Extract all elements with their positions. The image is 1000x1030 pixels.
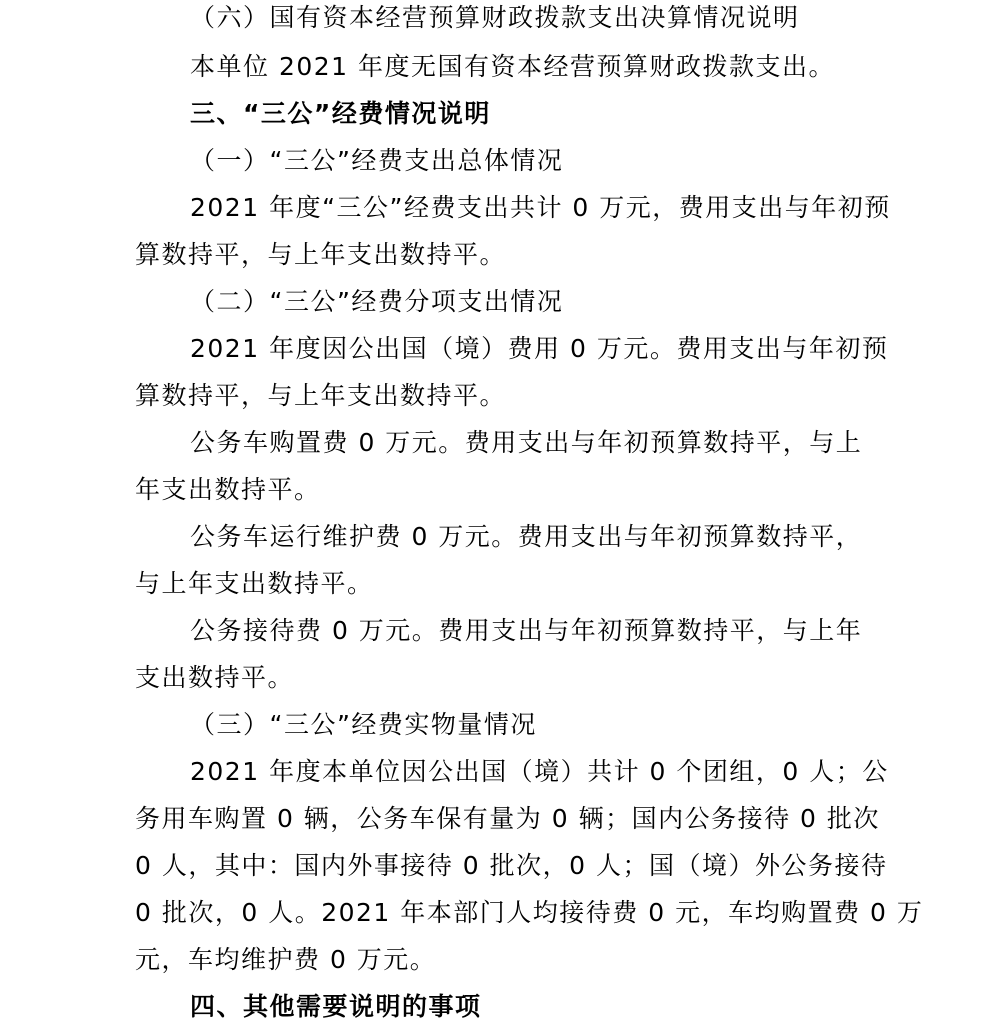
paragraph-line bbox=[0, 560, 1000, 607]
paragraph-line bbox=[0, 325, 1000, 372]
paragraph-text: 支出数持平。 bbox=[135, 663, 295, 692]
paragraph-line bbox=[0, 889, 1000, 936]
section-four-other-matters-title bbox=[0, 983, 1000, 1030]
subheading-itemized bbox=[0, 278, 1000, 325]
paragraph-line bbox=[0, 654, 1000, 701]
subheading-physical-quantity bbox=[0, 701, 1000, 748]
paragraph-text: 公务车运行维护费 0 万元。费用支出与年初预算数持平， bbox=[190, 522, 863, 551]
paragraph-text: 公务车购置费 0 万元。费用支出与年初预算数持平，与上 bbox=[190, 428, 863, 457]
paragraph-state-capital-budget bbox=[0, 43, 1000, 90]
paragraph-line bbox=[0, 231, 1000, 278]
heading-text: （六）国有资本经营预算财政拨款支出决算情况说明 bbox=[190, 3, 800, 32]
paragraph-line bbox=[0, 795, 1000, 842]
subheading-text: （二）“三公”经费分项支出情况 bbox=[190, 287, 564, 316]
paragraph-text: 与上年支出数持平。 bbox=[135, 569, 374, 598]
section-title-text: 四、其他需要说明的事项 bbox=[190, 992, 482, 1021]
paragraph-text: 2021 年度本单位因公出国（境）共计 0 个团组，0 人；公 bbox=[190, 757, 889, 786]
paragraph-text: 元，车均维护费 0 万元。 bbox=[135, 945, 437, 974]
section-three-public-expenses-title bbox=[0, 90, 1000, 137]
paragraph-line bbox=[0, 419, 1000, 466]
section-title-text: 三、“三公”经费情况说明 bbox=[190, 99, 491, 128]
paragraph-text: 2021 年度“三公”经费支出共计 0 万元，费用支出与年初预 bbox=[190, 193, 891, 222]
paragraph-line bbox=[0, 936, 1000, 983]
subheading-overall bbox=[0, 137, 1000, 184]
paragraph-line bbox=[0, 372, 1000, 419]
paragraph-text: 务用车购置 0 辆，公务车保有量为 0 辆；国内公务接待 0 批次 bbox=[135, 804, 880, 833]
paragraph-line bbox=[0, 466, 1000, 513]
paragraph-text: 公务接待费 0 万元。费用支出与年初预算数持平，与上年 bbox=[190, 616, 863, 645]
paragraph-text: 0 批次，0 人。2021 年本部门人均接待费 0 元，车均购置费 0 万 bbox=[135, 898, 924, 927]
subheading-text: （一）“三公”经费支出总体情况 bbox=[190, 146, 564, 175]
paragraph-text: 算数持平，与上年支出数持平。 bbox=[135, 240, 507, 269]
paragraph-text: 2021 年度因公出国（境）费用 0 万元。费用支出与年初预 bbox=[190, 334, 889, 363]
paragraph-line bbox=[0, 513, 1000, 560]
paragraph-line bbox=[0, 748, 1000, 795]
paragraph-line bbox=[0, 184, 1000, 231]
paragraph-text: 本单位 2021 年度无国有资本经营预算财政拨款支出。 bbox=[190, 52, 836, 81]
paragraph-line bbox=[0, 842, 1000, 889]
paragraph-text: 0 人，其中：国内外事接待 0 批次，0 人；国（境）外公务接待 bbox=[135, 851, 888, 880]
heading-state-capital-budget bbox=[0, 0, 1000, 41]
paragraph-line bbox=[0, 607, 1000, 654]
subheading-text: （三）“三公”经费实物量情况 bbox=[190, 710, 537, 739]
paragraph-text: 算数持平，与上年支出数持平。 bbox=[135, 381, 507, 410]
paragraph-text: 年支出数持平。 bbox=[135, 475, 321, 504]
